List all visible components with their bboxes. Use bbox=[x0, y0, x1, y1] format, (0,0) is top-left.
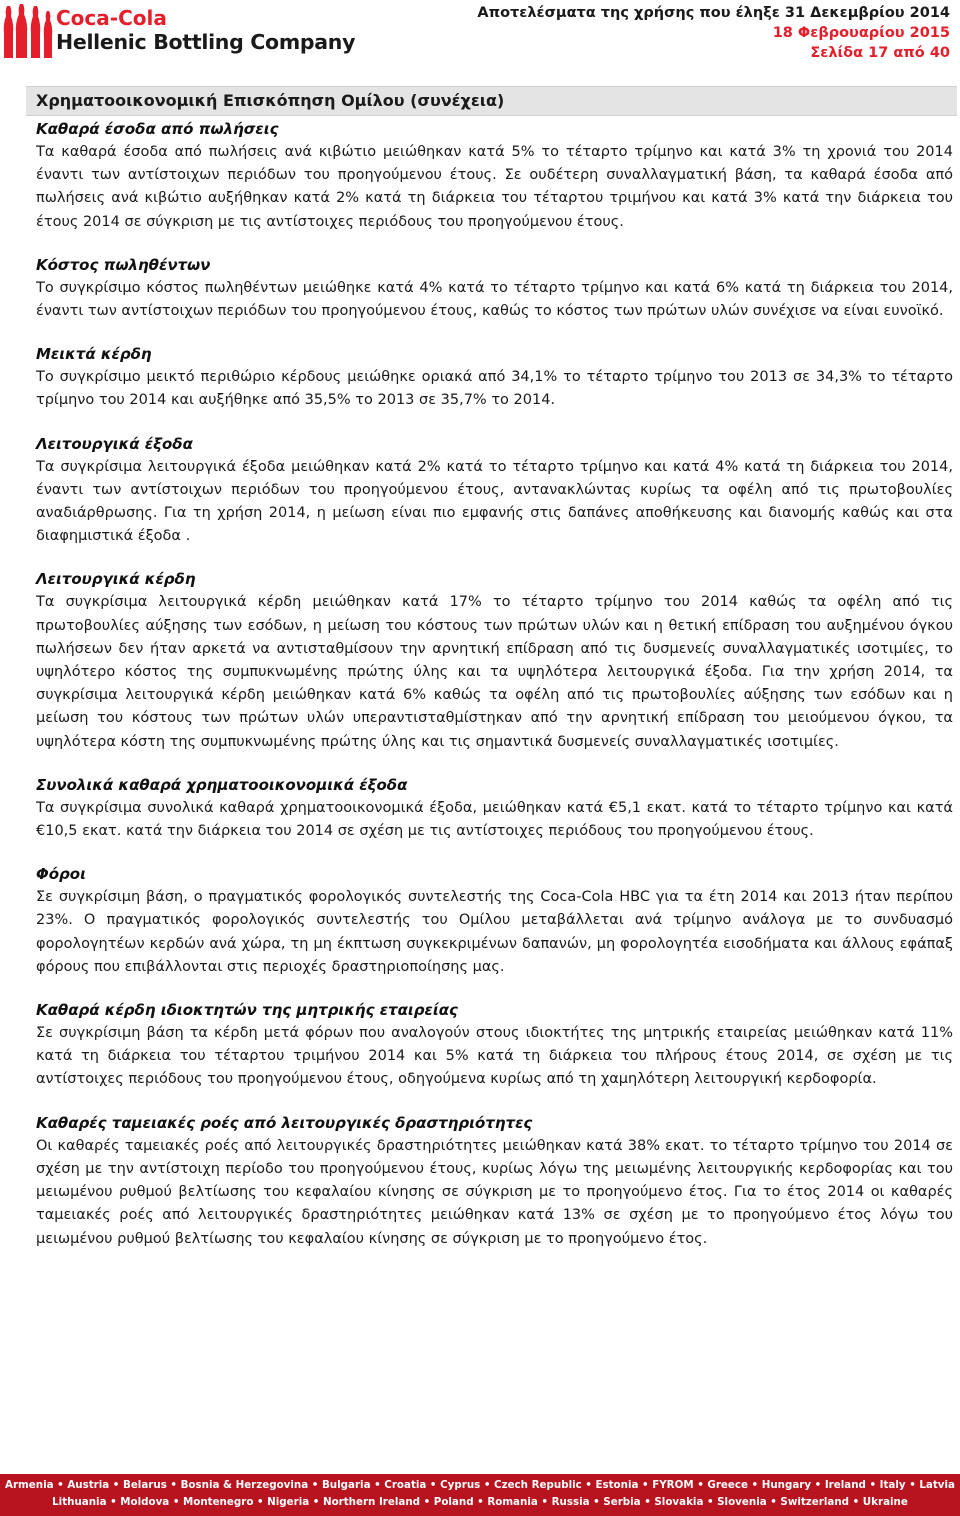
section-paragraph: Τα συγκρίσιμα συνολικά καθαρά χρηματοοικονομικά έξοδα, μειώθηκαν κατά €5,1 εκατ. κατά το τέταρτο τρίμηνο και κατά €10,5 εκατ. κατά την διάρκεια του 2014 σε σχέση με τις αντίστοιχες περιόδους του προηγούμενου έτους. bbox=[36, 799, 953, 840]
section-operating-expenses bbox=[36, 433, 953, 549]
document-body bbox=[36, 118, 953, 1271]
section-paragraph: Το συγκρίσιμο μεικτό περιθώριο κέρδους μειώθηκε οριακά από 34,1% το τέταρτο τρίμηνο του 2013 σε 34,3% το τέταρτο τρίμηνο του 2014 και αυξήθηκε από 35,5% το 2013 σε 35,7% το 2014. bbox=[36, 369, 953, 409]
report-info bbox=[477, 3, 950, 63]
section-cash-flow bbox=[36, 1112, 953, 1251]
section-net-sales bbox=[36, 118, 953, 234]
section-heading: Φόροι bbox=[36, 865, 86, 884]
section-heading: Καθαρές ταμειακές ροές από λειτουργικές δραστηριότητες bbox=[36, 1113, 533, 1132]
brand-name-line1: Coca-Cola bbox=[56, 6, 167, 30]
section-heading: Μεικτά κέρδη bbox=[36, 345, 152, 364]
page-header bbox=[0, 0, 960, 78]
section-operating-profit bbox=[36, 568, 953, 753]
report-date: 18 Φεβρουαρίου 2015 bbox=[772, 25, 950, 41]
section-heading: Λειτουργικά κέρδη bbox=[36, 570, 196, 589]
section-paragraph: Τα συγκρίσιμα λειτουργικά κέρδη μειώθηκαν κατά 17% το τέταρτο τρίμηνο του 2014 καθώς τα οφέλη από τις πρωτοβουλίες αύξησης των εσόδων, η μείωση του κόστους των πρώτων υλών και η θετική επίδραση του αυξημένου όγκου πωλήσεων δεν ήταν αρκετά να αντισταθμίσουν την αρνητική επίδραση από τις δυσμενείς συναλλαγματικές ισοτιμίες, το υψηλότερο κόστος της συμπυκνωμένης πρώτης ύλης και τα υψηλότερα λειτουργικά έξοδα. Για την χρήση 2014, τα συγκρίσιμα λειτουργικά κέρδη μειώθηκαν κατά 6% καθώς τα οφέλη από τις πρωτοβουλίες αύξησης των εσόδων και η μείωση του κόστους των πρώτων υλών υπεραντισταθμίστηκαν από την αρνητική επίδραση του μειούμενου όγκου, τα υψηλότερα κόστη της συμπυκνωμένης πρώτης ύλης και τις σημαντικά δυσμενείς συναλλαγματικές ισοτιμίες. bbox=[36, 594, 953, 750]
section-paragraph: Οι καθαρές ταμειακές ροές από λειτουργικές δραστηριότητες μειώθηκαν κατά 38% εκατ. το τέταρτο τρίμηνο του 2014 σε σχέση με την αντίστοιχη περίοδο του προηγούμενου έτους, κυρίως λόγω της μειωμένης λειτουργικής κερδοφορίας και του μειωμένου ρυθμού βελτίωσης του κεφαλαίου κίνησης σε σύγκριση με το προηγούμενο έτος. Για το έτος 2014 οι καθαρές ταμειακές ροές από λειτουργικές δραστηριότητες μειώθηκαν κατά 13% σε σχέση με το προηγούμενο έτος λόγω του μειωμένου ρυθμού βελτίωσης του κεφαλαίου κίνησης σε σύγκριση με το προηγούμενο έτος. bbox=[36, 1137, 953, 1247]
report-title: Αποτελέσματα της χρήσης που έληξε 31 Δεκεμβρίου 2014 bbox=[477, 5, 950, 21]
section-gross-profit bbox=[36, 343, 953, 412]
section-heading: Καθαρά έσοδα από πωλήσεις bbox=[36, 120, 279, 138]
page-number: Σελίδα 17 από 40 bbox=[810, 45, 950, 61]
section-cost-of-goods bbox=[36, 254, 953, 323]
section-paragraph: Σε συγκρίσιμη βάση τα κέρδη μετά φόρων που αναλογούν στους ιδιοκτήτες της μητρικής εταιρείας μειώθηκαν κατά 11% κατά τη διάρκεια του τέταρτου τριμήνου 2014 και 5% κατά τη διάρκεια του πλήρους έτους 2014, σε σχέση με τις αντίστοιχες περιόδους του προηγούμενου έτους, οδηγούμενα κυρίως από τη χαμηλότερη λειτουργική κερδοφορία. bbox=[36, 1025, 953, 1088]
section-heading: Λειτουργικά έξοδα bbox=[36, 434, 193, 453]
brand-name-line2: Hellenic Bottling Company bbox=[56, 30, 356, 54]
section-heading: Καθαρά κέρδη ιδιοκτητών της μητρικής εταιρείας bbox=[36, 1001, 458, 1020]
section-paragraph: Τα συγκρίσιμα λειτουργικά έξοδα μειώθηκαν κατά 2% κατά το τέταρτο τρίμηνο και κατά 4% κατά τη διάρκεια του 2014, έναντι των αντίστοιχων περιόδων του προηγούμενου έτους, αντανακλώντας κυρίως τα οφέλη από τις πρωτοβουλίες αναδιάρθρωσης. Για τη χρήση 2014, η μείωση είναι πιο εμφανής στις δαπάνες αποθήκευσης και διανομής καθώς και στα διαφημιστικά έξοδα . bbox=[36, 458, 953, 545]
countries-line-1: Armenia • Austria • Belarus • Bosnia & Herzegovina • Bulgaria • Croatia • Cyprus • Czech Republic • Estonia • FYROM • Greece • Hungary • Ireland • Italy • Latvia bbox=[5, 1479, 955, 1491]
section-paragraph: Τα καθαρά έσοδα από πωλήσεις ανά κιβώτιο μειώθηκαν κατά 5% το τέταρτο τρίμηνο και κατά 3% τη χρονιά του 2014 έναντι των αντίστοιχων περιόδων του προηγούμενου έτους. Σε ουδέτερη συναλλαγματική βάση, τα καθαρά έσοδα από πωλήσεις ανά κιβώτιο αυξήθηκαν κατά 2% κατά τη διάρκεια του τέταρτου τριμήνου και κατά 3% κατά την διάρκεια του έτους 2014 σε σύγκριση με τις αντίστοιχες περιόδους του προηγούμενου έτους. bbox=[36, 144, 953, 230]
section-finance-costs bbox=[36, 774, 953, 843]
bottles-logo-icon bbox=[2, 2, 54, 60]
company-logo bbox=[2, 2, 354, 60]
countries-footer bbox=[0, 1474, 960, 1516]
section-title: Χρηματοοικονομική Επισκόπηση Ομίλου (συνέχεια) bbox=[36, 91, 505, 110]
section-paragraph: Το συγκρίσιμο κόστος πωληθέντων μειώθηκε κατά 4% κατά το τέταρτο τρίμηνο και κατά 6% κατά τη διάρκεια του 2014, έναντι των αντίστοιχων περιόδων του προηγούμενου έτους, καθώς το κόστος των πρώτων υλών συνέχισε να είναι ευνοϊκό. bbox=[36, 279, 953, 320]
section-heading: Κόστος πωληθέντων bbox=[36, 255, 211, 274]
section-heading: Συνολικά καθαρά χρηματοοικονομικά έξοδα bbox=[36, 775, 408, 794]
section-title-bar bbox=[26, 86, 957, 116]
section-paragraph: Σε συγκρίσιμη βάση, ο πραγματικός φορολογικός συντελεστής της Coca-Cola HBC για τα έτη 2014 και 2013 ήταν περίπου 23%. Ο πραγματικός φορολογικός συντελεστής του Ομίλου μεταβάλλεται ανά τρίμηνο ανάλογα με το συνδυασμό φορολογητέων κερδών ανά χώρα, τη μη έκπτωση συγκεκριμένων δαπανών, μη φορολογητέα εισοδήματα και άλλους εφάπαξ φόρους που επιβάλλονται στις περιοχές δραστηριοποίησης μας. bbox=[36, 889, 953, 975]
countries-line-2: Lithuania • Moldova • Montenegro • Nigeria • Northern Ireland • Poland • Romania • Russia • Serbia • Slovakia • Slovenia • Switzerland • Ukraine bbox=[52, 1496, 908, 1508]
section-net-profit bbox=[36, 999, 953, 1092]
section-taxes bbox=[36, 863, 953, 979]
